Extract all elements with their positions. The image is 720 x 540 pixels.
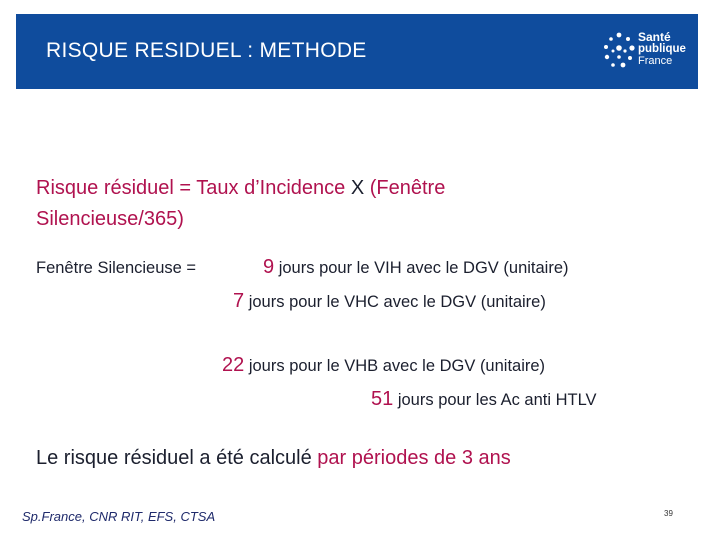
logo-line-1: Santé	[638, 30, 671, 44]
window-text: jours pour les Ac anti HTLV	[397, 391, 597, 409]
conclusion-part-1: Le risque résiduel a été calculé	[36, 447, 318, 469]
formula-part-4: Silencieuse/365)	[36, 208, 184, 230]
formula-text	[36, 173, 445, 235]
logo-line-3: France	[638, 55, 673, 67]
page-number: 39	[664, 509, 673, 518]
window-label: Fenêtre Silencieuse =	[36, 259, 197, 277]
conclusion-text	[36, 447, 511, 470]
window-text: jours pour le VHC avec le DGV (unitaire)	[248, 293, 546, 311]
window-value: 7	[233, 290, 245, 312]
window-row-vhc	[233, 290, 546, 313]
window-row-vhb	[222, 354, 545, 377]
window-value: 9	[263, 256, 275, 278]
slide-title: RISQUE RESIDUEL : METHODE	[46, 39, 367, 62]
source-citation: Sp.France, CNR RIT, EFS, CTSA	[22, 509, 216, 524]
formula-part-1: Risque résiduel = Taux d’Incidence	[36, 177, 351, 199]
dotted-circle-logo-icon	[602, 30, 636, 74]
window-value: 22	[222, 354, 245, 376]
formula-part-3: (Fenêtre	[364, 177, 446, 199]
conclusion-part-2: par périodes de 3 ans	[317, 447, 511, 469]
window-text: jours pour le VIH avec le DGV (unitaire)	[278, 259, 569, 277]
window-text: jours pour le VHB avec le DGV (unitaire)	[248, 357, 546, 375]
logo-text	[638, 31, 686, 67]
window-row-htlv	[371, 388, 597, 411]
window-row-vih	[263, 256, 569, 279]
window-value: 51	[371, 388, 394, 410]
sante-publique-france-logo	[602, 28, 694, 76]
slide-header	[16, 14, 698, 89]
logo-line-2: publique	[638, 43, 686, 55]
formula-operator: X	[350, 177, 365, 199]
